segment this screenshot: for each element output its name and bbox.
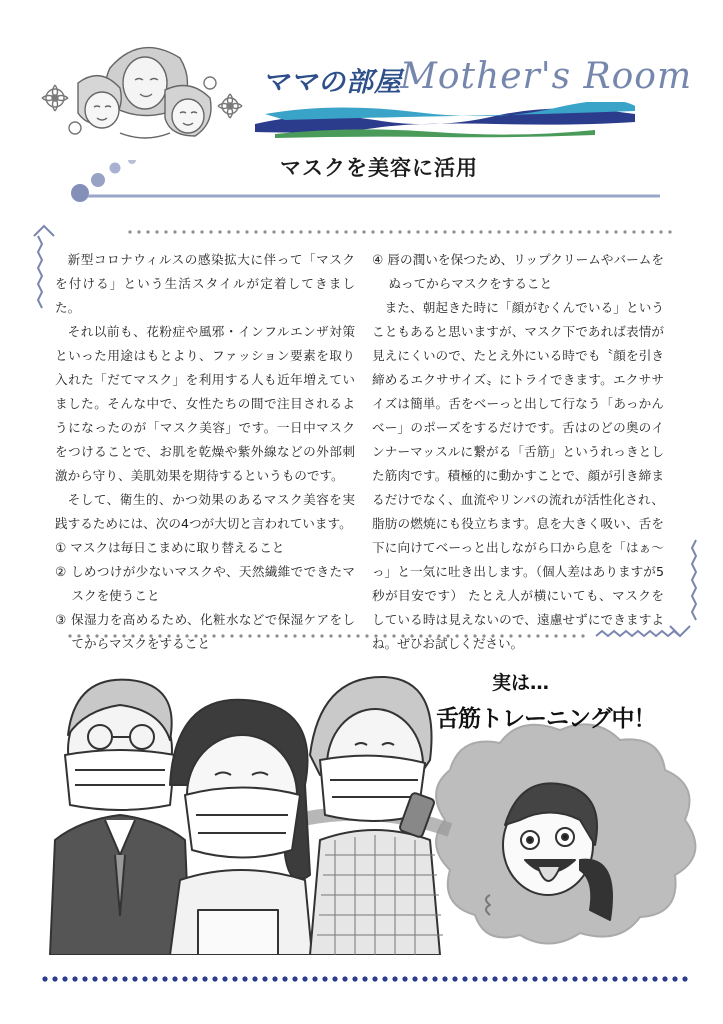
dot (335, 230, 338, 233)
dot (182, 976, 187, 981)
dot (152, 976, 157, 981)
dot (389, 230, 392, 233)
dot (146, 230, 149, 233)
dot (380, 230, 383, 233)
dot (682, 976, 687, 981)
dot (596, 230, 599, 233)
dot (312, 976, 317, 981)
wave-decoration (255, 102, 635, 142)
dot (262, 976, 267, 981)
dot (218, 230, 221, 233)
dot (572, 976, 577, 981)
dot (542, 976, 547, 981)
dot (632, 230, 635, 233)
dot (562, 976, 567, 981)
dot (479, 230, 482, 233)
dot (652, 976, 657, 981)
tip-item-4: ④ 唇の潤いを保つため、リップクリームやバームをぬってからマスクをすること (372, 252, 664, 291)
dot (352, 976, 357, 981)
dot (162, 976, 167, 981)
dot (605, 230, 608, 233)
dot (642, 976, 647, 981)
dot (552, 976, 557, 981)
dot (650, 230, 653, 233)
dot (326, 230, 329, 233)
dot (254, 230, 257, 233)
dot (587, 230, 590, 233)
article-right-column (372, 248, 664, 656)
dot (282, 976, 287, 981)
dot (227, 230, 230, 233)
dot (560, 230, 563, 233)
dot (172, 976, 177, 981)
dot (302, 976, 307, 981)
dot (72, 976, 77, 981)
family-illustration (30, 28, 255, 146)
speech-lead-text: 実は… (492, 672, 550, 694)
dot (578, 230, 581, 233)
dot (317, 230, 320, 233)
dot (452, 976, 457, 981)
dot (281, 230, 284, 233)
dot (522, 976, 527, 981)
dot (245, 230, 248, 233)
dot (533, 230, 536, 233)
section-title: ママの部屋 (262, 67, 402, 98)
dot (202, 976, 207, 981)
paragraph-background: それ以前も、花粉症や風邪・インフルエンザ対策といった用途はもとより、ファッション要素を取り入れた「だてマスク」を利用する人も近年増えていました。そんな中で、女性たちの間で注目されるようになったのが「マスク美容」です。一日中マスクをつけることで、お肌を乾燥や紫外線などの外部刺激から守り、美肌効果を期待するというものです。 (55, 324, 355, 483)
dot (192, 976, 197, 981)
dot (132, 976, 137, 981)
dot (232, 976, 237, 981)
dot (502, 976, 507, 981)
dot (422, 976, 427, 981)
dot (398, 230, 401, 233)
dot (52, 976, 57, 981)
dot (155, 230, 158, 233)
dot (612, 976, 617, 981)
dot (442, 976, 447, 981)
title-underline-decoration (60, 160, 660, 205)
dot (668, 230, 671, 233)
dot (365, 634, 368, 637)
dot (452, 230, 455, 233)
dot (672, 976, 677, 981)
dot (602, 976, 607, 981)
dot (173, 230, 176, 233)
dot (425, 230, 428, 233)
dot (402, 976, 407, 981)
tip-item-3: ③ 保湿力を高めるため、化粧水などで保湿ケアをしてからマスクをすること (55, 612, 355, 651)
paragraph-intro: 新型コロナウィルスの感染拡大に伴って「マスクを付ける」という生活スタイルが定着してきました。 (55, 252, 355, 315)
dot (182, 230, 185, 233)
dot (308, 230, 311, 233)
dot (356, 634, 359, 637)
dot (582, 976, 587, 981)
paragraph-tips-lead: そして、衛生的、かつ効果のあるマスク美容を実践するためには、次の4つが大切と言われています。 (55, 492, 355, 531)
bottom-dotted-border (40, 972, 690, 986)
dot (200, 230, 203, 233)
dot (472, 976, 477, 981)
dot (524, 230, 527, 233)
dot (462, 976, 467, 981)
dot (212, 976, 217, 981)
dot (592, 976, 597, 981)
dot (622, 976, 627, 981)
dot (512, 976, 517, 981)
dot (292, 976, 297, 981)
dot (532, 976, 537, 981)
article-title: マスクを美容に活用 (280, 156, 478, 180)
dot (641, 230, 644, 233)
dot (515, 230, 518, 233)
dot (62, 976, 67, 981)
dot (392, 976, 397, 981)
dot (407, 230, 410, 233)
dot (614, 230, 617, 233)
dot (412, 976, 417, 981)
dot (272, 230, 275, 233)
dot (112, 976, 117, 981)
paragraph-exercise: また、朝起きた時に「顔がむくんでいる」ということもあると思いますが、マスク下であれば表情が見えにくいので、たとえ外にいる時でも〝顔を引き締めるエクササイズ〟にトライできます。エクササイズは簡単。舌をべーっと出して行なう「あっかんべー」のポーズをするだけです。舌はのどの奥のインナーマッスルに繋がる「舌筋」というれっきとした筋肉です。積極的に動かすことで、顔が引き締まるだけでなく、血流やリンパの流れが活性化され、脂肪の燃焼にも役立ちます。息を大きく吸い、舌を下に向けてべーっと出しながら口から息を「はぁ〜っ」と一気に吐き出します。（個人差はありますが5秒が目安です） たとえ人が横にいても、マスクをしている時は見えないので、遠慮せずにできますよね。ぜひお試しください。 (372, 300, 664, 651)
dot (209, 230, 212, 233)
dot (191, 230, 194, 233)
dot (488, 230, 491, 233)
dot (137, 230, 140, 233)
dot (332, 976, 337, 981)
dot (662, 976, 667, 981)
article-left-column (55, 248, 355, 656)
dot (470, 230, 473, 233)
dot (497, 230, 500, 233)
dot (569, 230, 572, 233)
dot (252, 976, 257, 981)
dot (542, 230, 545, 233)
dot (128, 230, 131, 233)
tip-item-2: ② しめつけが少ないマスクや、天然繊維でできたマスクを使うこと (55, 564, 355, 603)
dot (299, 230, 302, 233)
dot (371, 230, 374, 233)
speech-main-text: 舌筋トレーニング中！ (436, 706, 656, 732)
dot (443, 230, 446, 233)
dot (290, 230, 293, 233)
dot (236, 230, 239, 233)
dot (461, 230, 464, 233)
dot (92, 976, 97, 981)
dot (482, 976, 487, 981)
dot (434, 230, 437, 233)
dot (632, 976, 637, 981)
dot (623, 230, 626, 233)
dot (362, 976, 367, 981)
dot (322, 976, 327, 981)
dot (659, 230, 662, 233)
dot (222, 976, 227, 981)
dot (362, 230, 365, 233)
dot (142, 976, 147, 981)
dot (344, 230, 347, 233)
section-subtitle: Mother's Room (400, 56, 693, 97)
dot (492, 976, 497, 981)
dot (416, 230, 419, 233)
tip-item-1: ① マスクは毎日こまめに取り替えること (55, 540, 285, 555)
dot (551, 230, 554, 233)
dot (342, 976, 347, 981)
dot (164, 230, 167, 233)
dot (122, 976, 127, 981)
dot (382, 976, 387, 981)
dot (242, 976, 247, 981)
dot (506, 230, 509, 233)
dot (82, 976, 87, 981)
dot (102, 976, 107, 981)
dot (42, 976, 47, 981)
dot (372, 976, 377, 981)
dot (353, 230, 356, 233)
dot (432, 976, 437, 981)
dot (272, 976, 277, 981)
dot (263, 230, 266, 233)
